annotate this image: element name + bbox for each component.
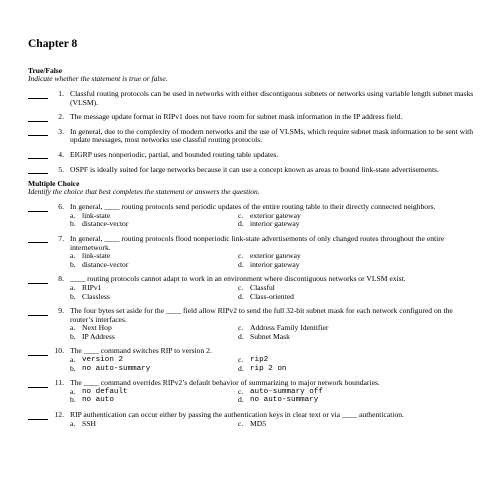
answer-blank[interactable] <box>28 113 48 122</box>
choice-letter: d. <box>238 395 244 405</box>
choice-text: link-state <box>82 251 111 261</box>
question-body <box>70 379 476 405</box>
choice-letter: a. <box>70 355 76 365</box>
choice-text: IP Address <box>82 331 115 341</box>
choice-list <box>70 324 476 341</box>
tf-question <box>28 113 476 122</box>
choice-text: interior gateway <box>250 259 300 269</box>
choice-letter: a. <box>70 386 76 396</box>
answer-choice[interactable] <box>70 356 238 365</box>
choice-text: Address Family Identifier <box>250 323 329 333</box>
question-number: 7. <box>58 233 64 243</box>
multiple-choice-instructions: Identify the choice that best completes the statement or answers the question. <box>28 187 260 197</box>
choice-text: interior gateway <box>250 219 300 229</box>
answer-choice[interactable] <box>70 333 238 342</box>
choice-text: SSH <box>82 418 96 428</box>
question-text: RIP authentication can occur either by passing the authentication keys in clear text or via ____ authentication. <box>70 410 404 420</box>
choice-text: Subnet Mask <box>250 331 290 341</box>
true-false-instructions: Indicate whether the statement is true or false. <box>28 74 168 83</box>
question-number: 1. <box>58 89 64 98</box>
mc-question <box>28 307 476 341</box>
question-number: 2. <box>58 112 64 122</box>
choice-text: exterior gateway <box>250 251 301 261</box>
mc-question <box>28 347 476 373</box>
multiple-choice-section <box>28 180 476 428</box>
choice-text: Classful <box>250 282 275 292</box>
choice-text: no auto <box>82 396 114 405</box>
answer-choice[interactable] <box>238 365 476 374</box>
choice-text: link-state <box>82 210 111 220</box>
choice-letter: d. <box>238 259 244 269</box>
question-body <box>70 411 476 428</box>
answer-blank[interactable] <box>28 166 48 175</box>
question-body <box>70 235 476 269</box>
answer-choice[interactable] <box>70 293 238 302</box>
question-text: OSPF is ideally suited for large networks because it can use a concept known as areas to bound link-state advertisements. <box>70 164 439 174</box>
choice-letter: a. <box>70 323 76 333</box>
choice-letter: c. <box>238 210 244 220</box>
choice-letter: b. <box>70 259 76 269</box>
choice-letter: d. <box>238 219 244 229</box>
true-false-questions <box>28 90 476 174</box>
question-number: 12. <box>54 410 64 420</box>
choice-letter: b. <box>70 219 76 229</box>
question-body <box>70 203 476 229</box>
answer-choice[interactable] <box>238 388 476 397</box>
quiz-page <box>28 38 476 434</box>
choice-letter: b. <box>70 395 76 405</box>
answer-choice[interactable] <box>238 396 476 405</box>
tf-question <box>28 151 476 160</box>
question-number: 4. <box>58 149 64 159</box>
question-number: 3. <box>58 126 64 136</box>
question-text: EIGRP uses nonperiodic, partial, and bounded routing table updates. <box>70 149 279 159</box>
mc-question <box>28 203 476 229</box>
tf-question <box>28 166 476 175</box>
mc-question <box>28 275 476 301</box>
question-number: 11. <box>54 378 64 388</box>
answer-blank[interactable] <box>28 379 48 388</box>
answer-choice[interactable] <box>238 356 476 365</box>
multiple-choice-title: Multiple Choice <box>28 179 80 189</box>
choice-text: Next Hop <box>82 323 112 333</box>
answer-blank[interactable] <box>28 235 48 244</box>
answer-blank[interactable] <box>28 347 48 356</box>
answer-blank[interactable] <box>28 275 48 284</box>
question-body <box>70 275 476 301</box>
question-text: The message update format in RIPv1 does not have room for subnet mask information in the IP address field. <box>70 112 403 122</box>
choice-letter: c. <box>238 282 244 292</box>
choice-text: no auto-summary <box>82 364 151 373</box>
choice-text: Classless <box>82 291 110 301</box>
choice-letter: a. <box>70 251 76 261</box>
question-text: In general, due to the complexity of modern networks and the use of VLSMs, which require subnet mask information to be sent with update messages, most networks use classful routing protocols. <box>70 126 474 145</box>
question-body <box>70 307 476 341</box>
answer-choice[interactable] <box>70 261 238 270</box>
answer-choice[interactable] <box>70 396 238 405</box>
choice-list <box>70 212 476 229</box>
answer-blank[interactable] <box>28 203 48 212</box>
question-number: 9. <box>58 306 64 316</box>
answer-choice[interactable] <box>238 261 476 270</box>
answer-choice[interactable] <box>238 420 476 429</box>
choice-letter: b. <box>70 291 76 301</box>
answer-choice[interactable] <box>238 293 476 302</box>
choice-letter: a. <box>70 210 76 220</box>
question-text: In general, ____ routing protocols send periodic updates of the entire routing table to their directly connected neighbors. <box>70 202 436 212</box>
answer-choice[interactable] <box>238 333 476 342</box>
choice-text: MD5 <box>250 418 267 428</box>
question-number: 5. <box>58 164 64 174</box>
question-body <box>70 347 476 373</box>
mc-question <box>28 235 476 269</box>
answer-choice[interactable] <box>70 365 238 374</box>
true-false-section <box>28 67 476 174</box>
choice-text: exterior gateway <box>250 210 301 220</box>
mc-question <box>28 379 476 405</box>
answer-blank[interactable] <box>28 151 48 160</box>
question-number: 10. <box>54 346 64 356</box>
choice-letter: a. <box>70 282 76 292</box>
tf-question <box>28 90 476 107</box>
choice-letter: c. <box>238 355 244 365</box>
choice-text: distance-vector <box>82 219 129 229</box>
choice-letter: b. <box>70 331 76 341</box>
question-text: In general, ____ routing protocols flood nonperiodic link-state advertisements of only changed routes throughout the entire internetwork. <box>70 233 445 252</box>
choice-text: auto-summary off <box>250 387 323 396</box>
choice-list <box>70 420 476 429</box>
choice-text: version 2 <box>82 356 124 365</box>
tf-question <box>28 128 476 145</box>
answer-blank[interactable] <box>28 307 48 316</box>
answer-blank[interactable] <box>28 411 48 420</box>
question-text: The ____ command switches RIP to version 2. <box>70 346 212 356</box>
choice-letter: d. <box>238 363 244 373</box>
choice-text: no auto-summary <box>250 396 319 405</box>
question-text: The four bytes set aside for the ____ field allow RIPv2 to send the full 32-bit subnet mask for each network configured on the router’s interfaces. <box>70 306 453 324</box>
choice-letter: c. <box>238 386 244 396</box>
multiple-choice-questions <box>28 203 476 428</box>
choice-list <box>70 356 476 373</box>
choice-letter: d. <box>238 291 244 301</box>
question-number: 6. <box>58 202 64 212</box>
true-false-title: True/False <box>28 66 63 75</box>
answer-blank[interactable] <box>28 128 48 137</box>
answer-choice[interactable] <box>238 220 476 229</box>
choice-letter: c. <box>238 251 244 261</box>
choice-letter: d. <box>238 331 244 341</box>
choice-text: Class-oriented <box>250 291 294 301</box>
choice-letter: c. <box>238 418 244 428</box>
choice-text: RIPv1 <box>82 282 102 292</box>
question-text: ____ routing protocols cannot adapt to work in an environment where discontiguous networks or VLSM exist. <box>70 274 406 284</box>
choice-list <box>70 284 476 301</box>
answer-choice[interactable] <box>70 420 238 429</box>
choice-letter: c. <box>238 323 244 333</box>
choice-text: distance-vector <box>82 259 129 269</box>
choice-list <box>70 388 476 405</box>
answer-blank[interactable] <box>28 90 48 99</box>
choice-list <box>70 252 476 269</box>
question-text: The ____ command overrides RIPv2’s default behavior of summarizing to major network boundaries. <box>70 378 380 388</box>
choice-letter: a. <box>70 418 76 428</box>
question-text: Classful routing protocols can be used in networks with either discontiguous subnets or networks using variable length subnet masks (VLSM). <box>70 89 474 107</box>
question-number: 8. <box>58 274 64 284</box>
choice-text: rip2 <box>250 356 269 365</box>
answer-choice[interactable] <box>70 388 238 397</box>
chapter-title: Chapter 8 <box>28 38 78 50</box>
choice-text: rip 2 on <box>250 364 287 373</box>
choice-text: no default <box>82 387 128 396</box>
answer-choice[interactable] <box>70 220 238 229</box>
choice-letter: b. <box>70 363 76 373</box>
mc-question <box>28 411 476 428</box>
